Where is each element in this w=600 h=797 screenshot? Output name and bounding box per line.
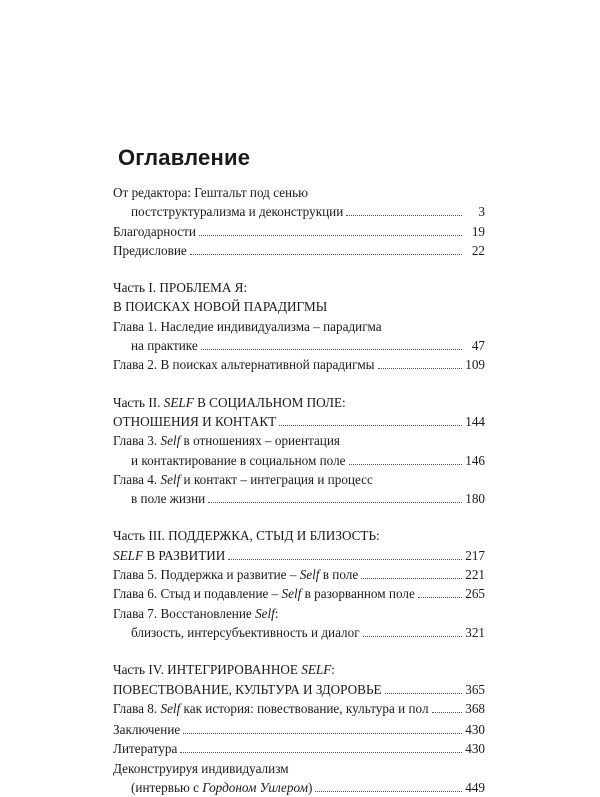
leader-dots xyxy=(363,623,462,637)
page-number: 430 xyxy=(465,722,485,738)
toc-entry-text: близость, интерсубъективность и диалог xyxy=(131,624,360,640)
toc-entry-text: SELF В РАЗВИТИИ xyxy=(113,547,226,563)
toc-entry xyxy=(113,470,485,509)
toc-entry-text: Глава 2. В поисках альтернативной парадигмы xyxy=(113,357,375,373)
toc-entry-text: Часть III. ПОДДЕРЖКА, СТЫД И БЛИЗОСТЬ: xyxy=(113,528,380,544)
page-number: 144 xyxy=(465,413,485,429)
toc-entry-text: В ПОИСКАХ НОВОЙ ПАРАДИГМЫ xyxy=(113,299,328,315)
toc-entry-text: ПОВЕСТВОВАНИЕ, КУЛЬТУРА И ЗДОРОВЬЕ xyxy=(113,681,382,697)
toc-part xyxy=(113,526,485,565)
toc-entry-text: Глава 4. Self и контакт – интеграция и процесс xyxy=(113,471,373,487)
leader-dots xyxy=(183,720,462,734)
page-number: 221 xyxy=(465,567,485,583)
toc-entry xyxy=(113,222,485,241)
page-number: 449 xyxy=(465,780,485,796)
toc-entry-text: От редактора: Гештальт под сенью xyxy=(113,185,308,200)
toc-entry-text: и контактирование в социальном поле xyxy=(131,452,346,468)
toc-entry-text: Литература xyxy=(113,741,178,757)
toc-entry-text: Глава 7. Восстановление Self: xyxy=(113,605,279,621)
page-number: 146 xyxy=(465,452,485,468)
table-of-contents xyxy=(113,183,485,797)
toc-entry xyxy=(113,584,485,603)
toc-part xyxy=(113,660,485,699)
toc-entry-text: Часть I. ПРОБЛЕМА Я: xyxy=(113,280,248,296)
leader-dots xyxy=(385,680,462,694)
toc-entry-text: (интервью с Гордоном Уилером) xyxy=(131,780,313,796)
toc-entry xyxy=(113,699,485,718)
toc-entry xyxy=(113,317,485,356)
toc-entry xyxy=(113,720,485,739)
page-title: Оглавление xyxy=(118,145,251,170)
toc-entry xyxy=(113,183,485,222)
page-number: 180 xyxy=(465,491,485,507)
toc-entry xyxy=(113,355,485,374)
toc-part xyxy=(113,278,485,317)
leader-dots xyxy=(190,241,462,255)
toc-part xyxy=(113,393,485,432)
toc-entry-text: Деконструируя индивидуализм xyxy=(113,760,289,776)
leader-dots xyxy=(201,336,462,350)
toc-entry-text: постструктурализма и деконструкции xyxy=(131,204,344,220)
toc-entry-text: Предисловие xyxy=(113,242,187,258)
toc-entry xyxy=(113,759,485,797)
toc-entry-text: Благодарности xyxy=(113,223,196,239)
toc-entry-text: Глава 1. Наследие индивидуализма – парадигма xyxy=(113,318,382,334)
toc-entry-text: Часть II. SELF В СОЦИАЛЬНОМ ПОЛЕ: xyxy=(113,394,346,410)
toc-entry-text: Глава 6. Стыд и подавление – Self в разорванном поле xyxy=(113,586,415,602)
toc-entry-text: Часть IV. ИНТЕГРИРОВАННОЕ SELF: xyxy=(113,662,335,678)
leader-dots xyxy=(346,202,462,216)
leader-dots xyxy=(199,222,462,236)
page-number: 365 xyxy=(465,681,485,697)
toc-entry-text: Глава 3. Self в отношениях – ориентация xyxy=(113,433,340,449)
toc-entry xyxy=(113,565,485,584)
leader-dots xyxy=(228,546,462,560)
toc-entry xyxy=(113,604,485,643)
toc-entry-text: Заключение xyxy=(113,722,181,738)
toc-entry xyxy=(113,739,485,758)
page-number: 19 xyxy=(471,223,485,239)
leader-dots xyxy=(315,778,462,792)
leader-dots xyxy=(432,699,462,713)
toc-entry-text: на практике xyxy=(131,338,198,354)
leader-dots xyxy=(361,565,462,579)
page-number: 321 xyxy=(465,624,485,640)
leader-dots xyxy=(378,355,462,369)
page-number: 265 xyxy=(465,586,485,602)
leader-dots xyxy=(208,489,462,503)
leader-dots xyxy=(279,412,462,426)
toc-entry-text: Глава 5. Поддержка и развитие – Self в поле xyxy=(113,567,359,583)
leader-dots xyxy=(418,584,462,598)
page-number: 109 xyxy=(465,357,485,373)
leader-dots xyxy=(180,739,462,753)
page-number: 368 xyxy=(465,700,485,716)
toc-entry xyxy=(113,241,485,260)
page-number: 430 xyxy=(465,741,485,757)
toc-entry-text: в поле жизни xyxy=(131,491,206,507)
leader-dots xyxy=(349,451,462,465)
toc-entry-text: ОТНОШЕНИЯ И КОНТАКТ xyxy=(113,413,277,429)
toc-entry-text: Глава 8. Self как история: повествование, культура и пол xyxy=(113,700,429,716)
page-number: 217 xyxy=(465,547,485,563)
toc-entry xyxy=(113,431,485,470)
page-number: 3 xyxy=(478,204,485,220)
page-number: 22 xyxy=(471,242,485,258)
page-number: 47 xyxy=(471,338,485,354)
